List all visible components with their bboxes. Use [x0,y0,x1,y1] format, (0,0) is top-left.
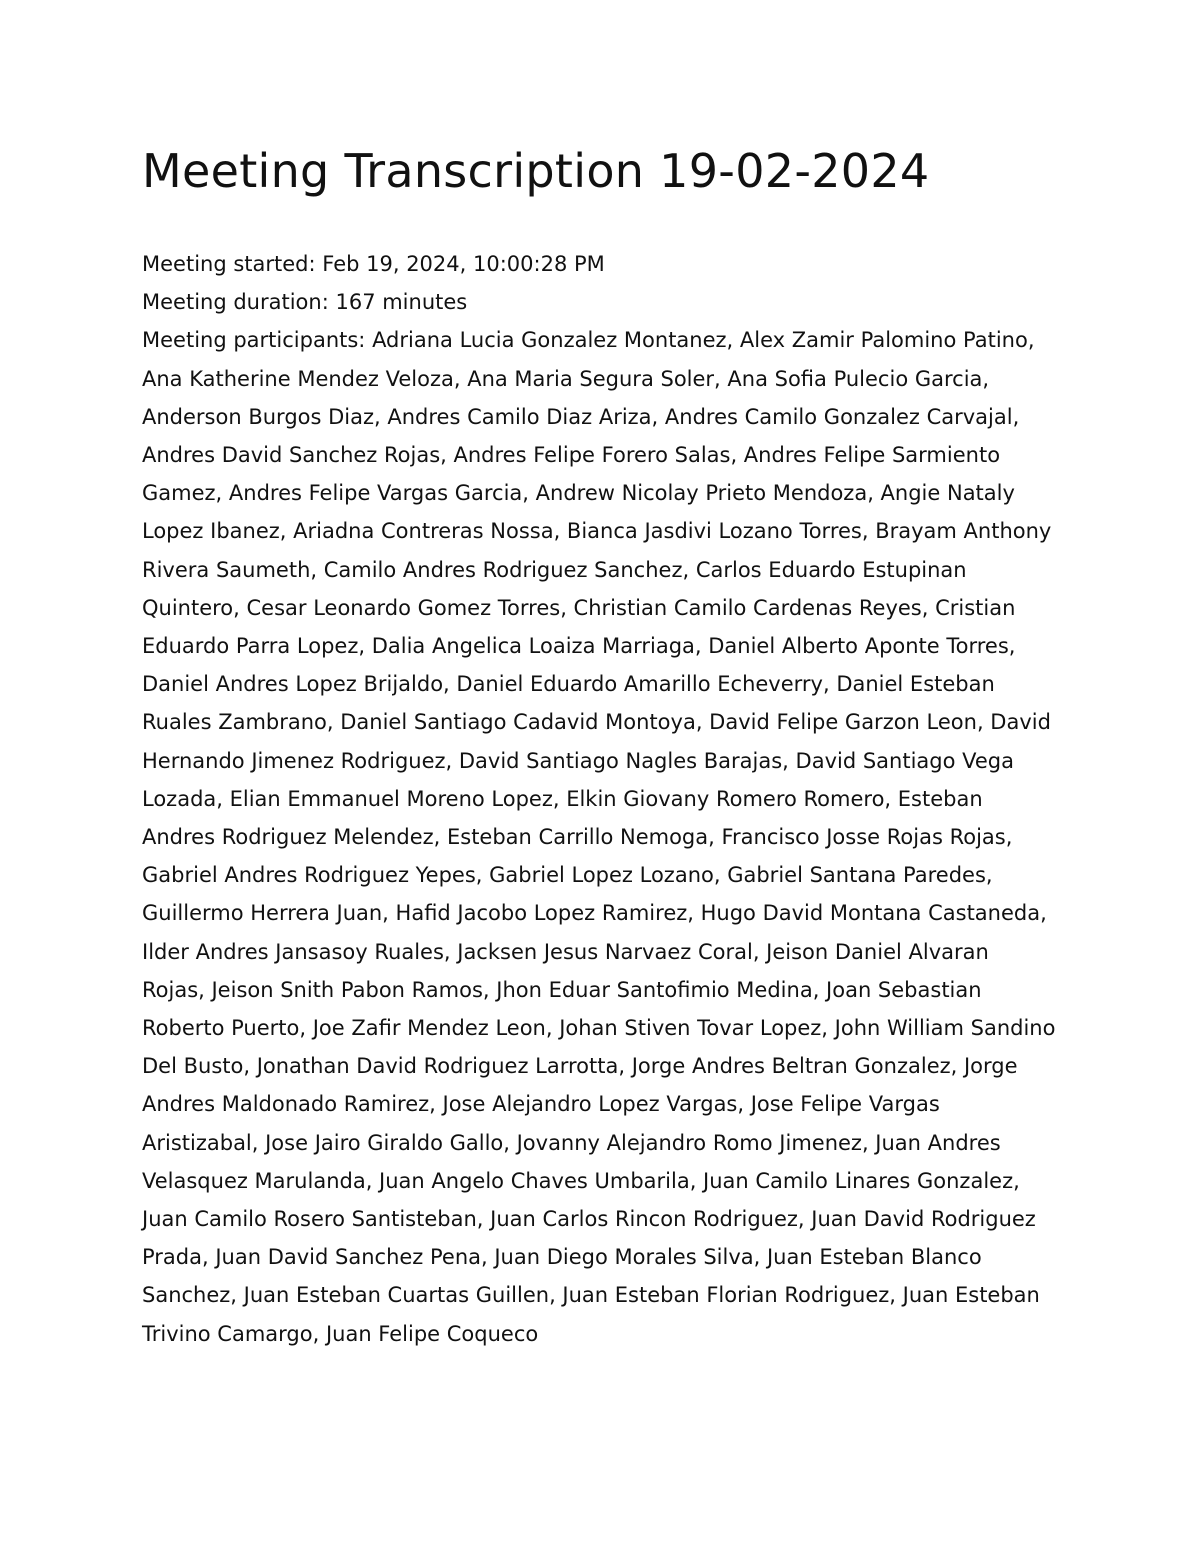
document-title: Meeting Transcription 19-02-2024 [142,144,930,198]
meeting-duration-value: 167 minutes [335,290,468,315]
meeting-duration-label: Meeting duration: [142,290,336,315]
meeting-metadata [142,245,1057,1353]
meeting-participants [142,321,1057,1352]
meeting-participants-list: Adriana Lucia Gonzalez Montanez, Alex Zamir Palomino Patino, Ana Katherine Mendez Veloza, Ana Maria Segura Soler, Ana Sofia Pulecio Garcia, Anderson Burgos Diaz, Andres Camilo Diaz Ariza, Andres Camilo Gonzalez Carvajal, Andres David Sanchez Rojas, Andres Felipe Forero Salas, Andres Felipe Sarmiento Gamez, Andres Felipe Vargas Garcia, Andrew Nicolay Prieto Mendoza, Angie Nataly Lopez Ibanez, Ariadna Contreras Nossa, Bianca Jasdivi Lozano Torres, Brayam Anthony Rivera Saumeth, Camilo Andres Rodriguez Sanchez, Carlos Eduardo Estupinan Quintero, Cesar Leonardo Gomez Torres, Christian Camilo Cardenas Reyes, Cristian Eduardo Parra Lopez, Dalia Angelica Loaiza Marriaga, Daniel Alberto Aponte Torres, Daniel Andres Lopez Brijaldo, Daniel Eduardo Amarillo Echeverry, Daniel Esteban Ruales Zambrano, Daniel Santiago Cadavid Montoya, David Felipe Garzon Leon, David Hernando Jimenez Rodriguez, David Santiago Nagles Barajas, David Santiago Vega Lozada, Elian Emmanuel Moreno Lopez, Elkin Giovany Romero Romero, Esteban Andres Rodriguez Melendez, Esteban Carrillo Nemoga, Francisco Josse Rojas Rojas, Gabriel Andres Rodriguez Yepes, Gabriel Lopez Lozano, Gabriel Santana Paredes, Guillermo Herrera Juan, Hafid Jacobo Lopez Ramirez, Hugo David Montana Castaneda, Ilder Andres Jansasoy Ruales, Jacksen Jesus Narvaez Coral, Jeison Daniel Alvaran Rojas, Jeison Snith Pabon Ramos, Jhon Eduar Santofimio Medina, Joan Sebastian Roberto Puerto, Joe Zafir Mendez Leon, Johan Stiven Tovar Lopez, John William Sandino Del Busto, Jonathan David Rodriguez Larrotta, Jorge Andres Beltran Gonzalez, Jorge Andres Maldonado Ramirez, Jose Alejandro Lopez Vargas, Jose Felipe Vargas Aristizabal, Jose Jairo Giraldo Gallo, Jovanny Alejandro Romo Jimenez, Juan Andres Velasquez Marulanda, Juan Angelo Chaves Umbarila, Juan Camilo Linares Gonzalez, Juan Camilo Rosero Santisteban, Juan Carlos Rincon Rodriguez, Juan David Rodriguez Prada, Juan David Sanchez Pena, Juan Diego Morales Silva, Juan Esteban Blanco Sanchez, Juan Esteban Cuartas Guillen, Juan Esteban Florian Rodriguez, Juan Esteban Trivino Camargo, Juan Felipe Coqueco [142,328,1056,1346]
meeting-participants-label: Meeting participants: [142,328,373,353]
meeting-started-line [142,245,1057,283]
meeting-started-label: Meeting started: [142,252,323,276]
document-page [142,138,1057,1353]
meeting-duration-line [142,283,1057,321]
meeting-started-value: Feb 19, 2024, 10:00:28 PM [322,252,605,276]
